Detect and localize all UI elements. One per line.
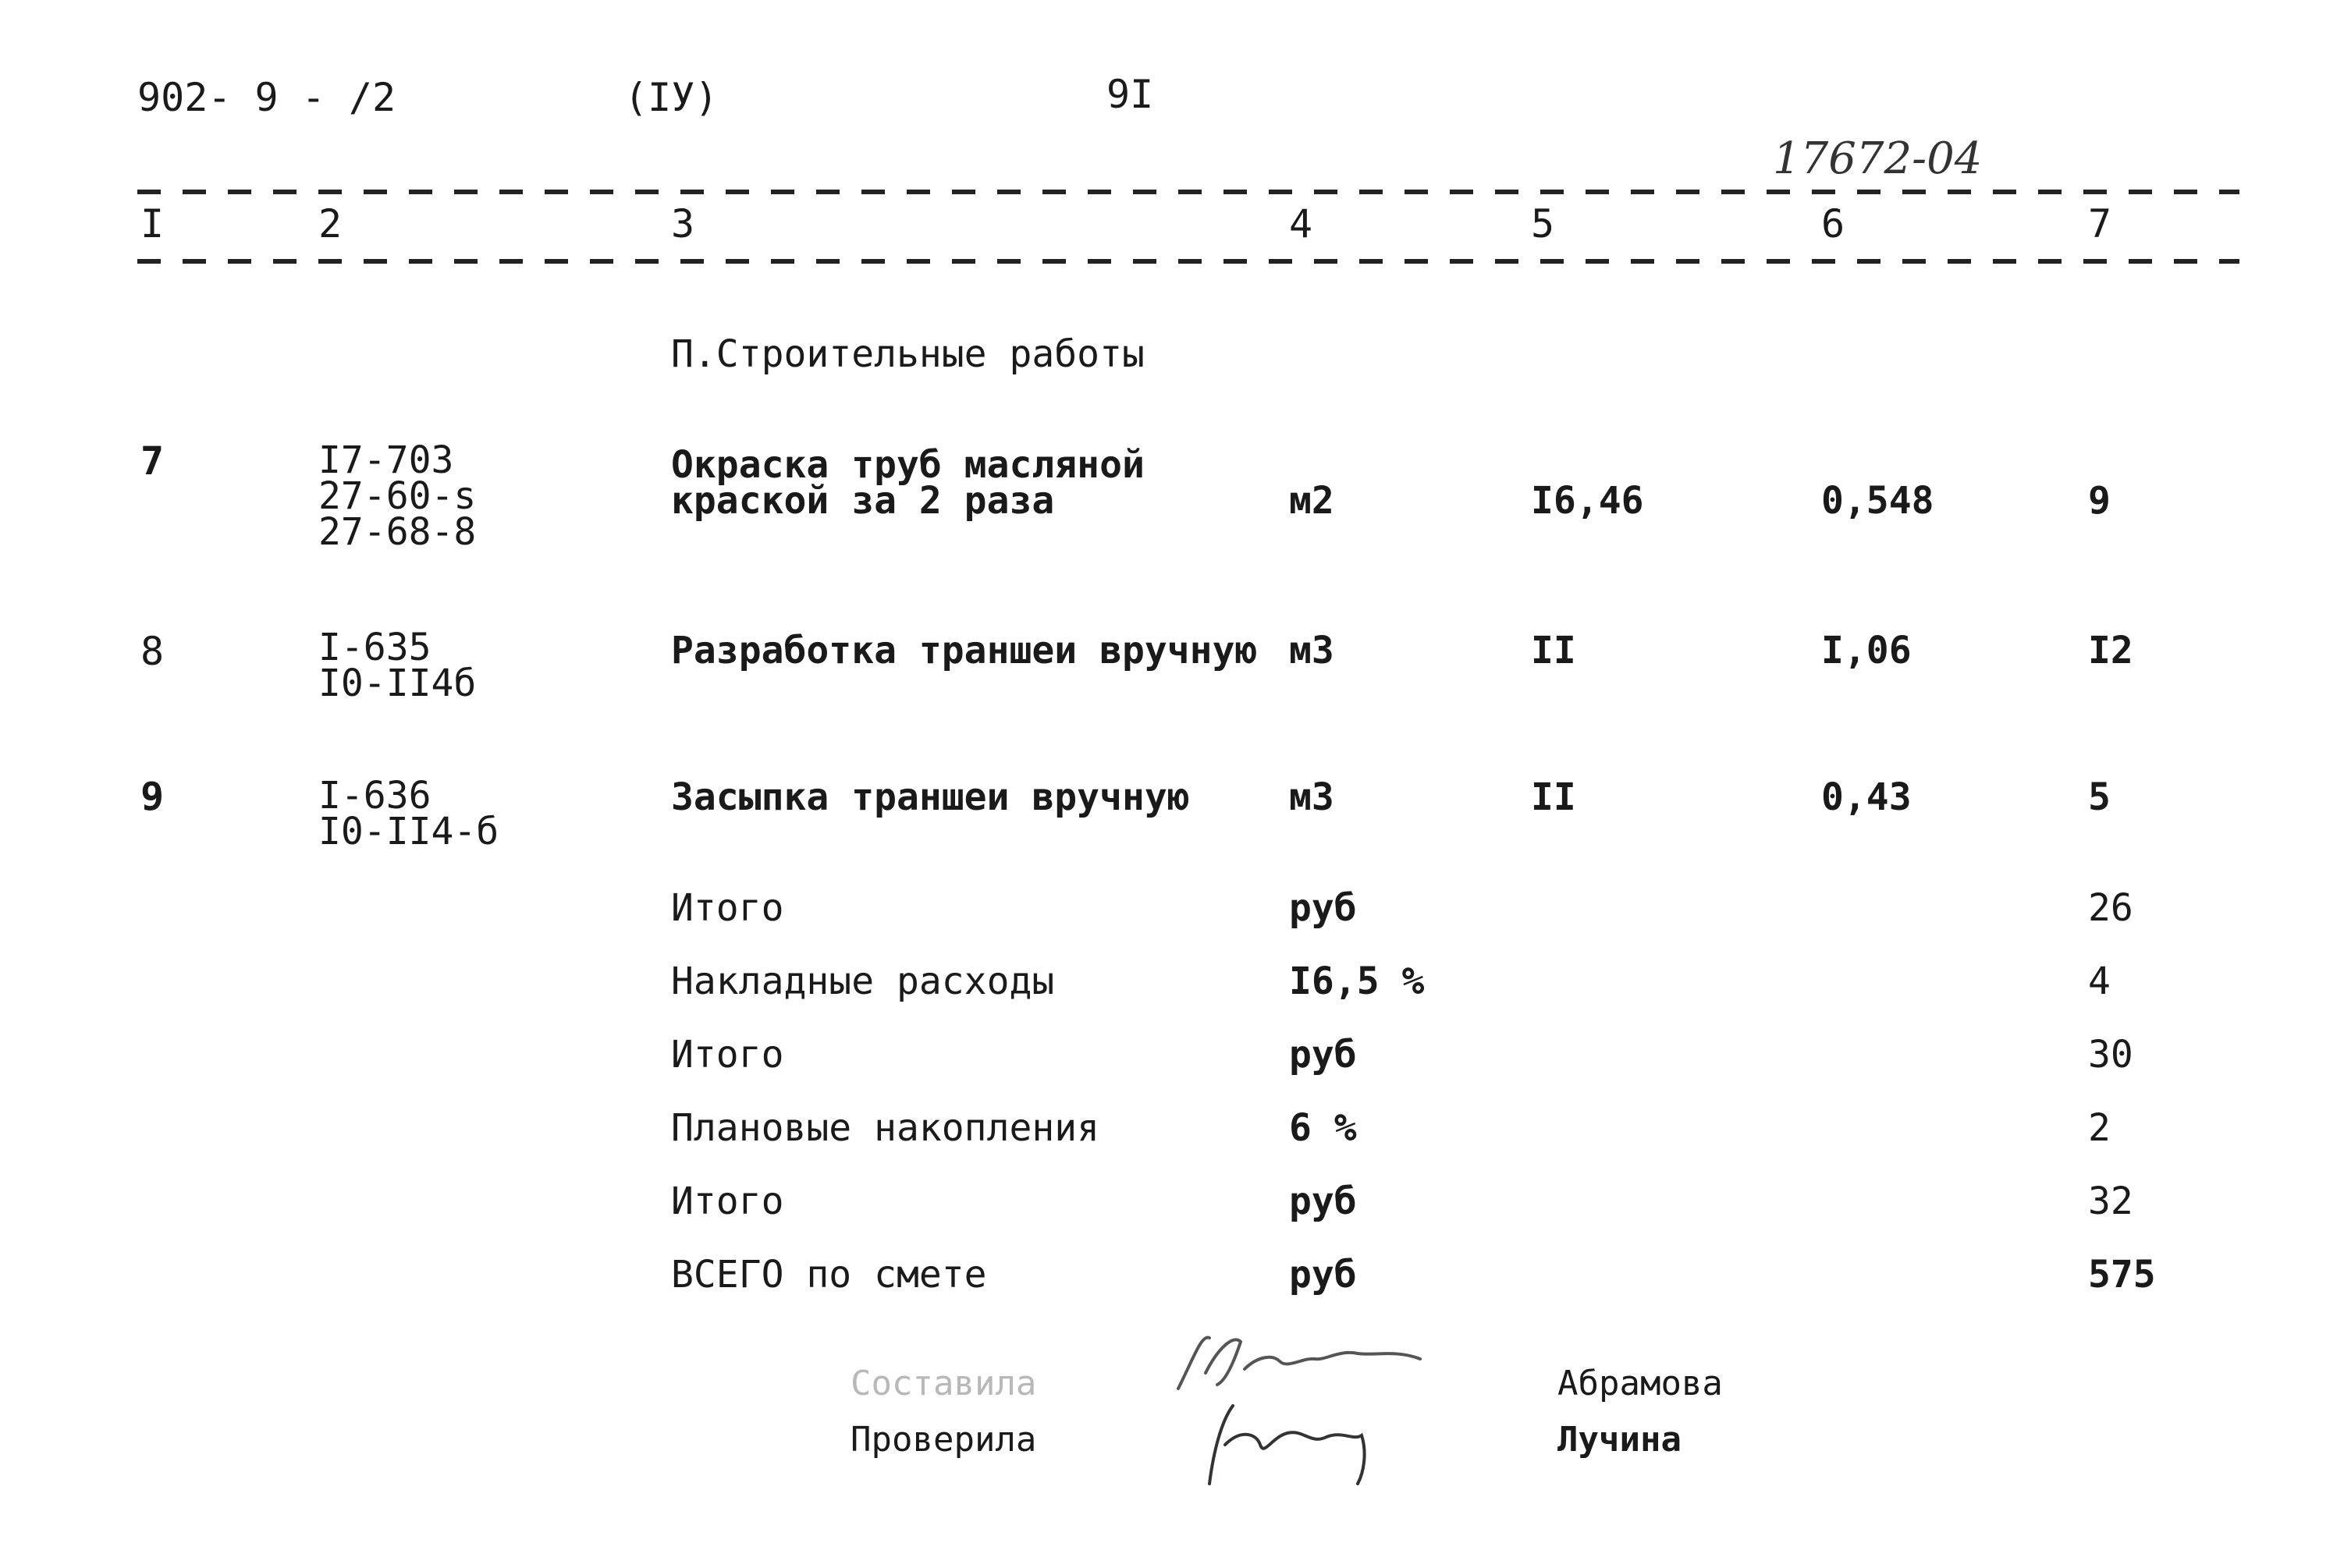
summary-label: ВСЕГО по смете — [671, 1253, 987, 1297]
section-title: П.Строительные работы — [671, 332, 1145, 376]
row-total: 9 — [2088, 479, 2111, 523]
row-description: Разработка траншеи вручную — [671, 629, 1258, 672]
column-header-2: 2 — [318, 201, 343, 247]
summary-value: 32 — [2088, 1180, 2133, 1223]
document-code: 902- 9 - /2 — [137, 75, 396, 120]
row-description: Окраска труб масляной — [671, 443, 1145, 487]
summary-unit: руб — [1289, 1253, 1357, 1297]
column-header-4: 4 — [1289, 201, 1313, 247]
summary-label: Итого — [671, 1180, 784, 1223]
row-code: 27-68-8 — [318, 510, 477, 554]
summary-value: 4 — [2088, 960, 2111, 1003]
summary-label: Итого — [671, 1033, 784, 1077]
row-quantity: I6,46 — [1531, 479, 1644, 523]
summary-unit: руб — [1289, 886, 1357, 930]
row-total: 5 — [2088, 775, 2111, 819]
summary-unit: руб — [1289, 1180, 1357, 1223]
summary-unit: руб — [1289, 1033, 1357, 1077]
row-code: I7-703 — [318, 438, 454, 482]
header-bottom-dashed-line — [137, 259, 2239, 264]
row-total: I2 — [2088, 629, 2133, 672]
row-code: I0-II4-б — [318, 810, 499, 853]
row-code: I-636 — [318, 774, 431, 818]
summary-unit: I6,5 % — [1289, 960, 1425, 1003]
row-description: краской за 2 раза — [671, 479, 1055, 523]
summary-label: Плановые накопления — [671, 1106, 1100, 1150]
row-number: 8 — [140, 629, 165, 674]
column-header-7: 7 — [2088, 201, 2112, 247]
column-header-5: 5 — [1531, 201, 1555, 247]
checked-by-label: Проверила — [851, 1420, 1037, 1460]
row-code: 27-60-s — [318, 474, 477, 518]
row-quantity: II — [1531, 629, 1576, 672]
row-code: I-635 — [318, 626, 431, 669]
summary-value: 30 — [2088, 1033, 2133, 1077]
column-header-1: I — [140, 201, 165, 247]
row-code: I0-II4б — [318, 662, 477, 705]
row-unit: м2 — [1289, 479, 1334, 523]
row-quantity: II — [1531, 775, 1576, 819]
row-unit: м3 — [1289, 629, 1334, 672]
summary-label: Итого — [671, 886, 784, 930]
summary-value: 2 — [2088, 1106, 2111, 1150]
row-unit-price: 0,548 — [1821, 479, 1934, 523]
compiler-signature — [1170, 1326, 1436, 1404]
part-number: (IУ) — [624, 75, 719, 120]
row-unit-price: 0,43 — [1821, 775, 1912, 819]
page-number: 9I — [1106, 72, 1154, 117]
summary-value: 26 — [2088, 886, 2133, 930]
column-header-6: 6 — [1821, 201, 1845, 247]
compiled-by-label: Составила — [851, 1364, 1037, 1403]
row-unit: м3 — [1289, 775, 1334, 819]
header-top-dashed-line — [137, 190, 2239, 194]
checked-by-name: Лучина — [1557, 1420, 1682, 1460]
summary-value: 575 — [2088, 1253, 2156, 1297]
compiled-by-name: Абрамова — [1557, 1364, 1723, 1403]
column-header-3: 3 — [671, 201, 695, 247]
inventory-stamp: 17672-04 — [1773, 133, 1983, 184]
summary-unit: 6 % — [1289, 1106, 1357, 1150]
summary-label: Накладные расходы — [671, 960, 1055, 1003]
row-number: 9 — [140, 774, 165, 819]
row-description: Засыпка траншеи вручную — [671, 775, 1190, 819]
row-number: 7 — [140, 438, 165, 484]
checker-signature — [1186, 1398, 1389, 1492]
row-unit-price: I,06 — [1821, 629, 1912, 672]
